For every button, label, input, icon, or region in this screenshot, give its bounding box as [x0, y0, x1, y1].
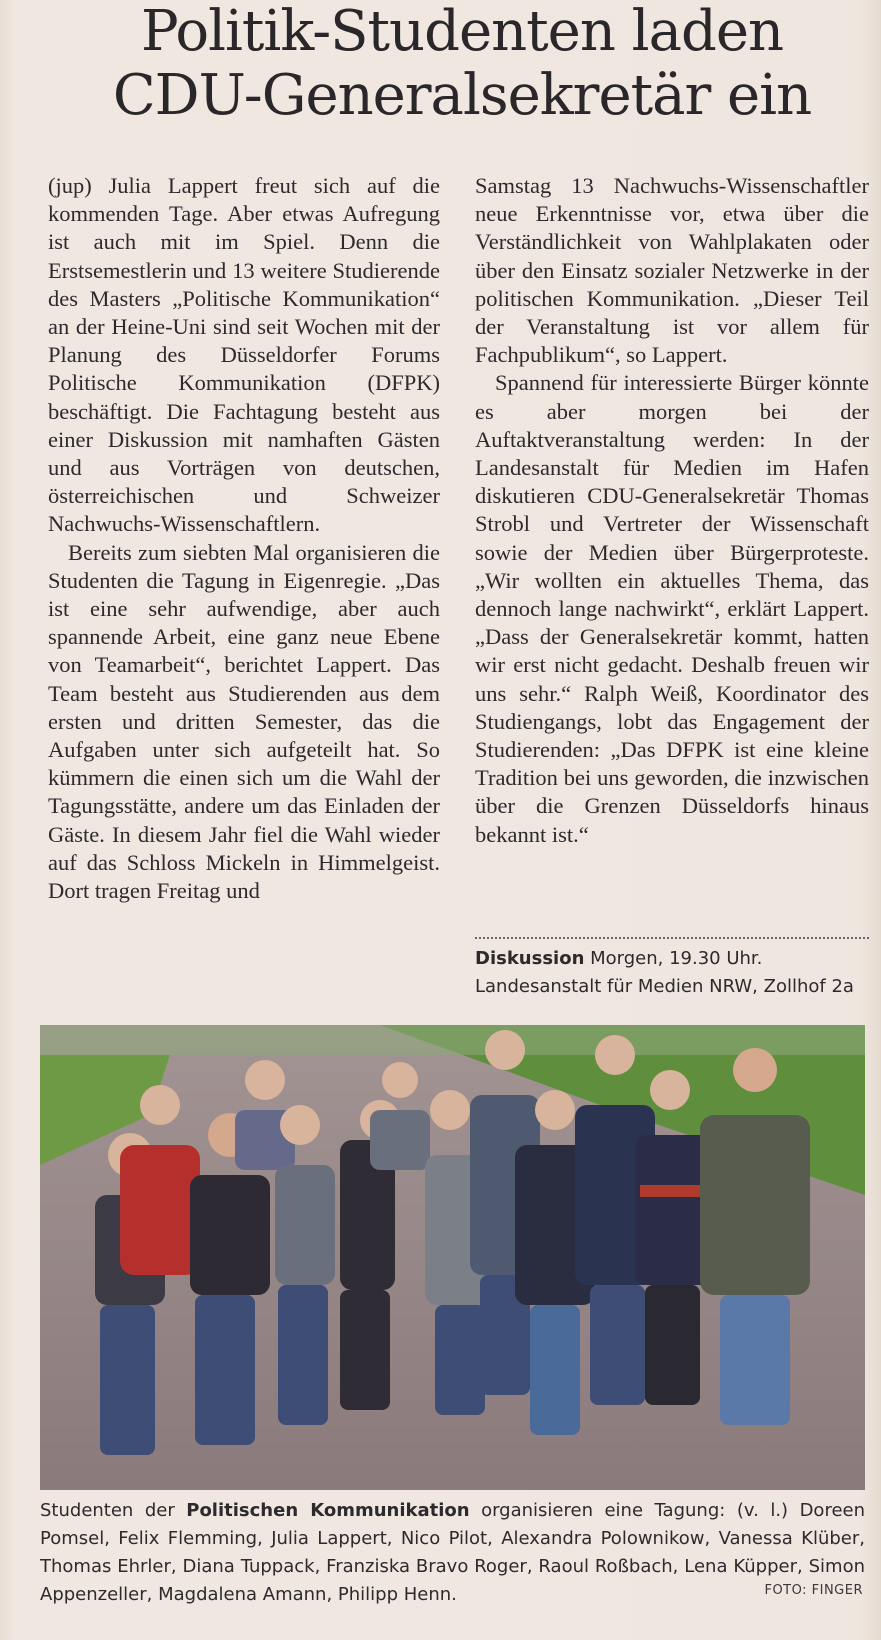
group-photo-illustration	[40, 1025, 865, 1490]
headline-line-1: Politik-Studenten laden	[140, 0, 784, 64]
event-info-text: Morgen, 19.30 Uhr. Landesanstalt für Medien NRW, Zollhof 2a	[475, 948, 854, 997]
event-info-box	[475, 945, 869, 1001]
caption-prefix: Studenten der	[40, 1500, 187, 1521]
article-headline	[52, 0, 872, 128]
group-photo	[40, 1025, 865, 1490]
headline-line-2: CDU-Generalsekretär ein	[112, 63, 812, 128]
caption-text: organisieren eine Tagung: (v. l.) Doreen Pomsel, Felix Flemming, Julia Lappert, Nico Pilot, Alexandra Polownikow, Vanessa Klüber, Thomas Ehrler, Diana Tuppack, Franziska Bravo Roger, Raoul Roßbach, Lena Küpper, Simon Appenzeller, Magdalena Amann, Philipp Henn.	[40, 1500, 866, 1605]
article-paragraph: (jup) Julia Lappert freut sich auf die kommenden Tage. Aber etwas Aufregung ist auch mit im Spiel. Denn die Erstsemestlerin und 13 weitere Studierende des Masters „Politische Kommunikation“ an der Heine-Uni sind seit Wochen mit der Planung des Düsseldorfer Forums Politische Kommunikation (DFPK) beschäftigt. Die Fachtagung besteht aus einer Diskussion mit namhaften Gästen und aus Vorträgen von deutschen, österreichischen und Schweizer Nachwuchs-Wissenschaftlern.	[48, 173, 440, 537]
photo-caption	[40, 1497, 865, 1609]
caption-bold: Politischen Kommunikation	[186, 1500, 470, 1521]
photo-credit: FOTO: FINGER	[764, 1583, 863, 1598]
dotted-divider	[475, 937, 869, 939]
article-paragraph: Samstag 13 Nachwuchs-Wissenschaftler neue Erkenntnisse vor, etwa über die Verständlichkeit von Wahlplakaten oder über den Einsatz sozialer Netzwerke in der politischen Kommunikation. „Dieser Teil der Veranstaltung ist vor allem für Fachpublikum“, so Lappert.	[475, 173, 869, 368]
article-column-left	[48, 172, 440, 905]
event-info-label: Diskussion	[475, 948, 585, 969]
article-paragraph: Spannend für interessierte Bürger könnte es aber morgen bei der Auftaktveranstaltung werden: In der Landesanstalt für Medien im Hafen diskutieren CDU-Generalsekretär Thomas Strobl und Vertreter der Wissenschaft sowie der Medien über Bürgerproteste. „Wir wollten ein aktuelles Thema, das dennoch lange nachwirkt“, erklärt Lappert. „Dass der Generalsekretär kommt, hatten wir erst nicht gedacht. Deshalb freuen wir uns sehr.“ Ralph Weiß, Koordinator des Studiengangs, lobt das Engagement der Studierenden: „Das DFPK ist eine kleine Tradition bei uns geworden, die inzwischen über die Grenzen Düsseldorfs hinaus bekannt ist.“	[475, 370, 869, 847]
article-column-right	[475, 172, 869, 849]
article-paragraph: Bereits zum siebten Mal organisieren die Studenten die Tagung in Eigenregie. „Das ist eine sehr aufwendige, aber auch spannende Arbeit, eine ganz neue Ebene von Teamarbeit“, berichtet Lappert. Das Team besteht aus Studierenden aus dem ersten und dritten Semester, das die Aufgaben unter sich aufgeteilt hat. So kümmern die einen sich um die Wahl der Tagungsstätte, andere um das Einladen der Gäste. In diesem Jahr fiel die Wahl wieder auf das Schloss Mickeln in Himmelgeist. Dort tragen Freitag und	[48, 539, 440, 904]
